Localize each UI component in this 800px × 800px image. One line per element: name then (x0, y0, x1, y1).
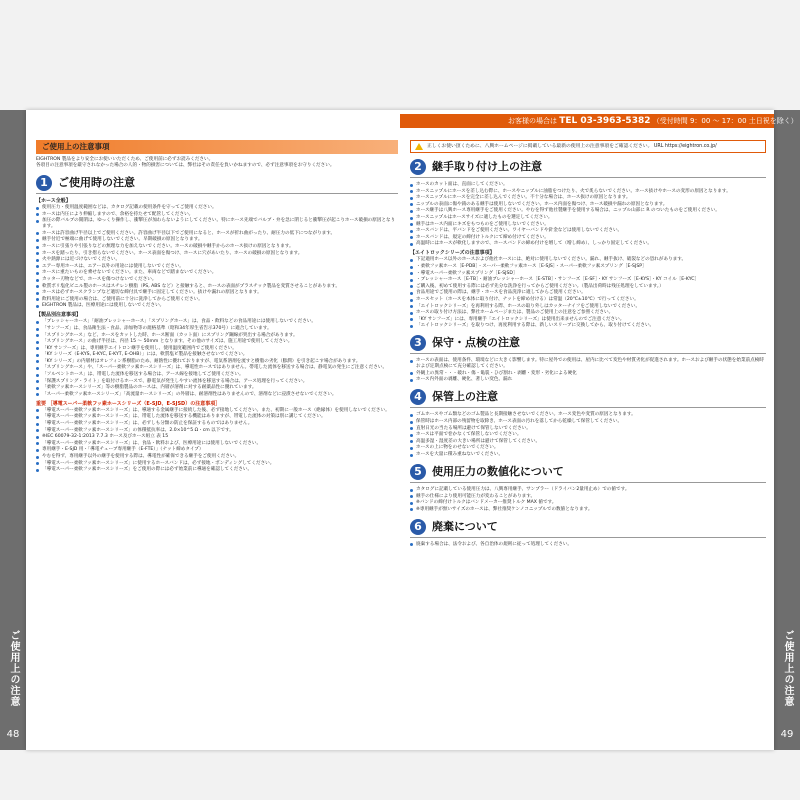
list-item: ホースは平面で巻かなくて保管しないでください。 (410, 432, 766, 438)
list-item: 「ブレッシャーホース」「耐油ブレッシャーホース」「スプリングホース」は、食品・飲料などの食品用途には使用しないでください。 (36, 319, 398, 325)
section-4-title: 保管上の注意 (432, 390, 498, 404)
section-5-header (410, 464, 766, 483)
disposal-list (410, 542, 766, 548)
list-item: ホースは許容曲げ半径以上でご使用ください。許容曲げ半径以下でご使用になると、ホースが折れ曲がったり、耐圧力の低下につながります。 (36, 231, 398, 237)
list-item: ホースの取り付け方法は、弊社ホームページまたは、製品のご使用上の注意をご参照ください。 (410, 310, 766, 316)
contact-info (400, 114, 798, 128)
section-2-number: 2 (410, 159, 426, 175)
list-item: ホースは必ずホースクランプなど適切な締付具で継手に固定してください。抜けや漏れの原因となります。 (36, 290, 398, 296)
list-item: ※バンドの締付けトルクはバンドメーカー推奨トルク MAX 値です。 (410, 500, 766, 506)
list-item: ホースを踏ったり、引き摺らないでください。ホース表面を傷つけ、ホースに穴があいたり、ホースの破損の原因となります。 (36, 251, 398, 257)
list-item: ホースバンドは、平バンドをご使用ください。ワイヤーバンドや針金などは使用しないでください。 (410, 228, 766, 234)
list-item: 「エイトロックシリーズ」を取りつけ、再度利用する際は、新しいスリーブに交換してから、取り付けてください。 (410, 323, 766, 329)
section-6-header (410, 519, 766, 538)
section-6-number: 6 (410, 519, 426, 535)
page-title: ご使用上の注意事項 (36, 140, 398, 154)
intro (36, 157, 398, 169)
product-notes-heading: 【製品別注意事項】 (36, 312, 82, 319)
list-item: 継手付近で極端に曲げて使用しないでください。早期破損の原因となります。 (36, 237, 398, 243)
list-item: 高温時にはホースが軟化しますので、ホースバンドの締め付けを増して（増し締め）、しっかり固定してください。 (410, 241, 766, 247)
list-item: ホースを大量に積み重ねないでください。 (410, 452, 766, 458)
list-item: ホースのカット面は、直面にしてください。 (410, 182, 766, 188)
section-4-header (410, 389, 766, 408)
list-item: やむを得ず、専用継手以外の継手を使用する際は、導電性が確保できる継手をご使用ください。 (36, 454, 398, 460)
list-item: ゴムホースやゴム類などのゴム製品と長期接触させないでください。ホース変色や変質の原因となります。 (410, 412, 766, 418)
list-item: ホースの上に物をのせないでください。 (410, 445, 766, 451)
list-item: 継手はホース内面にキズをもつものをご使用しないでください。 (410, 222, 766, 228)
section-1-header (36, 175, 398, 194)
warning-icon (415, 143, 423, 150)
intro-line: 各項目の注意事項を厳守されなかった場合の人的・物的損害については、弊社はその責任を負いかねますので、必ず注意事項をお守りください。 (36, 163, 335, 168)
list-item: 軟質ポリ塩化ビニル製のホースはスチレン樹脂（PS, ABS など）と接触すると、ホースの表面がプラスチック製品を変質させることがあります。 (36, 284, 398, 290)
list-item: ※専用継手が無いサイズのホースは、弊社推奨ケンノコニップルでの数値となります。 (410, 507, 766, 513)
left-edge-label: ご使用上の注意 (8, 630, 19, 707)
left-page-edge (0, 110, 26, 750)
section-3-header (410, 335, 766, 354)
list-item: 「スーパー柔軟フッ素ホースシリーズ」「高流量ホースシリーズ」の外層は、耐溶剤性はありませんので、溶剤などに浸漬させないでください。 (36, 392, 398, 398)
list-item: ホースに重たいものを乗せないでください。また、車両などで踏まないでください。 (36, 270, 398, 276)
eightlock-heading: 【エイトロックシリーズの注意事項】 (410, 250, 495, 257)
list-item: 飲料用途にご使用の場合は、ご使用前に十分に洗浄してからご使用ください。 (36, 297, 398, 303)
list-item: 専用継手・E-SJD 用・「導電チューブ専用継手（E-FTE）」（ナット締めタイプ） (36, 447, 398, 453)
list-item: 「KY サンフーズ」は、専用継手エイトロン継手を使用し、使用温度範囲内でご使用ください。 (36, 346, 398, 352)
section-6-title: 廃棄について (432, 519, 498, 533)
list-item: ホースセット（ホースを本体に取り付け、ナットを締め付ける）は常温（20℃±10℃）で行ってください。 (410, 297, 766, 303)
hose-general-heading: 【ホース全般】 (36, 198, 71, 204)
section-3-title: 保守・点検の注意 (432, 336, 520, 350)
list-item: 「KY シリーズ」の内層材はオレフィン系樹脂のため、耐熱性に優れておりますが、電気系溶剤を流すと樹脂の劣化（膨潤）を引き起こす場合があります。 (36, 359, 398, 365)
list-item: ・導電スーパー柔軟フッ素スプリング［E-SJSD］ (410, 271, 766, 277)
list-item: ホースは内圧により伸縮しますので、余裕を持たせて配管してください。 (36, 212, 398, 218)
list-item: 「スプリングホース」の曲げ半径は、内径 15 ～ 50mm となります。その他のサイズは、施工用途で使用してください。 (36, 339, 398, 345)
list-item: 下記適用ホース以外のホースおよび他社ホースには、絶対に使用しないでください。漏れ、継手抜け、破裂などの恐れがあります。 (410, 257, 766, 263)
list-item: エアー専用ホースは、エアー以外の用途には使用しないでください。 (36, 264, 398, 270)
list-item: ご購入後、初めて使用する際には必ず先分な洗浄を行ってからご使用ください。（製品出荷時は残圧処理をしています。） (410, 284, 766, 290)
list-item: 「柔軟フッ素ホースシリーズ」等の樹脂製品のホースは、内層が溶剤に対する耐薬品性に優れています。 (36, 385, 398, 391)
list-item: 高温多湿・湿度差の大きい場所は避けて保管してください。 (410, 439, 766, 445)
list-item: ※IEC 60079-32-1:2013 7.7.3 ホース及びホース組立 表 15 (36, 434, 398, 440)
list-item: 廃棄する場合は、法令および、各自治体の規則に従って処理してください。 (410, 542, 766, 548)
list-item: 「KY サンフーズ」には、専用継手「エイトロックシリーズ」は使用出来ませんのでご注意ください。 (410, 317, 766, 323)
section-2-title: 継手取り付け上の注意 (432, 160, 542, 173)
right-edge-label: ご使用上の注意 (782, 630, 793, 707)
section-5-number: 5 (410, 464, 426, 480)
contact-bar (26, 110, 798, 136)
list-item: 「ソルベントホース」は、帯電した流体を移送する場合は、アース線を接地してご使用ください。 (36, 372, 398, 378)
intro-line: EIGHTRON 製品をより安全にお使いいただくため、ご使用前に必ずお読みください。 (36, 157, 214, 162)
list-item: 直射日光の当たる場所は避けて保管しないでください。 (410, 426, 766, 432)
eightlock-list (410, 257, 766, 329)
storage-list (410, 412, 766, 458)
hose-general-list (36, 205, 398, 309)
fitting-list (410, 182, 766, 247)
important-heading: 重要 ［導電スーパー柔軟フッ素ホースシリーズ（E-SJD、E-SJSD）の注意事項］ (36, 400, 221, 407)
list-item: 「導電スーパー柔軟フッ素ホースシリーズ」は、食品・飲料および、医療用途には使用しないでください。 (36, 441, 398, 447)
list-item: 継手の仕様により使用可能圧力が変わることがあります。 (410, 494, 766, 500)
list-item: 「サンフーズ」は、食品衛生法・食品、添加物等の規格基準（昭和34年厚生省告示370号）に適合しています。 (36, 326, 398, 332)
right-column (410, 140, 766, 548)
section-1-title: ご使用時の注意 (58, 176, 135, 189)
section-1-number: 1 (36, 175, 52, 191)
left-page-number: 48 (6, 729, 20, 740)
list-item: 「導電スーパー柔軟フッ素ホースシリーズ」に使用するホースバンドは、必ず接地・ボンディングしてください。 (36, 461, 398, 467)
list-item: 保管時はホース内部の残留物を取除き、ホース表面の汚れを落してから乾燥して保管してください。 (410, 419, 766, 425)
contact-label: お客様の場合は (508, 117, 557, 125)
right-page-edge (774, 110, 800, 750)
list-item: 「導電スーパー柔軟フッ素ホースシリーズ」は、導通する金属継手に接続した後、必ず接地してください。また、初期に一般ホース（絶縁体）を使用しないでください。 (36, 408, 398, 414)
section-2-header (410, 159, 766, 178)
maintenance-list (410, 358, 766, 383)
list-item: 「エイトロックシリーズ」を再利用する際、ホースの取り外しはカッターナイフをご使用しないでください。 (410, 304, 766, 310)
section-4-number: 4 (410, 389, 426, 405)
list-item: ホースバンドは、規定の締付けトルクにて締め付けてください。 (410, 235, 766, 241)
list-item: 「保護スプリング・ライト」を取付けるホースで、静電気が発生しやすい流体を移送する場合は、アース処理を行ってください。 (36, 379, 398, 385)
right-page-number: 49 (780, 729, 794, 740)
notice-box (410, 140, 766, 153)
list-item: ホースの表面は、使用条件、環境などに大きく影響します。特に屋外での使用は、屋内に比べて変色や材質劣化が促進されます。ホースおよび継手の状態を始業前点検時および定期点検にて充分確認してください。 (410, 358, 766, 370)
list-item: 加圧の際バルブの開閉は、ゆっくり操作し、衝撃圧が加わらないようにしてください。特にホース先端でバルブ・弁を急に閉じると衝撃圧が起こりホース破損の原因となります。 (36, 218, 398, 230)
contact-phone: TEL 03-3963-5382 (559, 116, 651, 126)
product-notes-list (36, 319, 398, 398)
list-item: カッター刃物などで、ホースを傷つけないでください。 (36, 277, 398, 283)
list-item: ホースに引張りや引張りなどの無理な力を加えないでください。ホースの破損や継手からのホース抜けの原因となります。 (36, 244, 398, 250)
list-item: 外観上の異常・・・破れ・傷・亀裂・ひび割れ・剥離・変形・劣化による硬化 (410, 371, 766, 377)
section-3-number: 3 (410, 335, 426, 351)
important-list (36, 408, 398, 473)
list-item: 「KY シリーズ（E-KYS, E-KYC, E-KYT, E-OHB）」には、軟質塩ビ製品を接触させないでください。 (36, 352, 398, 358)
list-item: EIGHTRON 製品は、医療用途には使用しないでください。 (36, 303, 398, 309)
list-item: ホースニップルにホースを差し込む際に、ホースやニップルに油脂をつけたり、火で炙らないでください。ホース抜けやホースの変形の原因となります。 (410, 189, 766, 195)
list-item: ホースニップルにホースを完全に差し込んでください。不十分な場合は、ホース抜けの原因となります。 (410, 195, 766, 201)
list-item: 「スプリングホース」など、ホースをカットした時、ホース断面（カット面）にスプリング鋼線が突出する場合があります。 (36, 333, 398, 339)
list-item: ホース内外面の剥離、硬化、著しい変色、漏れ (410, 377, 766, 383)
list-item: 「導電スーパー柔軟フッ素ホースシリーズ」の体積抵抗率は、2.0×10^5 Ω・cm 以下です。 (36, 428, 398, 434)
list-item: 「導電スーパー柔軟フッ素ホースシリーズ」は、必ずしも分類の防止を保証するものではありません。 (36, 421, 398, 427)
list-item: 「導電スーパー柔軟フッ素ホースシリーズ」をご使用の際には必ず始業前に導通を確認してください。 (36, 467, 398, 473)
list-item: 使用圧力・使用温度範囲などは、カタログ記載の使用条件を守ってご使用ください。 (36, 205, 398, 211)
list-item: ホースニップルはホースサイズに適したものを選定してください。 (410, 215, 766, 221)
left-column (36, 140, 398, 474)
list-item: 「導電スーパー柔軟フッ素ホースシリーズ」は、帯電した流体を移送する機能はありますが、帯電した流体の対策は別に講じてください。 (36, 414, 398, 420)
list-item: ニップルの表面に傷や錆のある継手は使用しないでください。ホース内面を傷つけ、ホース破損や漏れの原因となります。 (410, 202, 766, 208)
list-item: ホース継手は八興ホース専用継手をご使用ください。やむを得ず他社製継手を使用する場合は、ニップル山部に R のついたものをご使用ください。 (410, 208, 766, 214)
list-item: カタログに記載している使用圧力は、八興専用継手、サンプラー（ドライバン2量用止め）での値です。 (410, 487, 766, 493)
list-item: 食品用途でご使用の際は、継手・ホースを食品洗浄に適してからご使用ください。 (410, 290, 766, 296)
list-item: 「スプリングホース」や、「スーパー柔軟フッ素ホースシリーズ」は、導電性ホースではありません。帯電した流体を移送する場合は、静電気の発生にご注意ください。 (36, 365, 398, 371)
section-5-title: 使用圧力の数値化について (432, 465, 564, 479)
list-item: 火や熱源には近づけないでください。 (36, 257, 398, 263)
pressure-list (410, 487, 766, 513)
contact-hours: （受付時間 9：00 ～ 17：00 土日祝を除く） (652, 117, 798, 125)
list-item: ・柔軟フッ素ホース［E-PDB］・スーパー柔軟フッ素ホース［E-SJS］・スーパー柔軟フッ素スプリング［E-SJSP］ (410, 264, 766, 270)
list-item: ・ブレッシャーホース［E-TB］・耐油ブレッシャーホース［E-STB］・サンフーズ［E-SF］・KY サンフーズ［E-KYS］・KY コイル［E-KYC］ (410, 277, 766, 283)
notice-text: 正しくお使い頂くために、八興ホームページに掲載している最新の使用上の注意事項をご確認ください。 URL https://eightron.co.jp/ (427, 143, 717, 149)
